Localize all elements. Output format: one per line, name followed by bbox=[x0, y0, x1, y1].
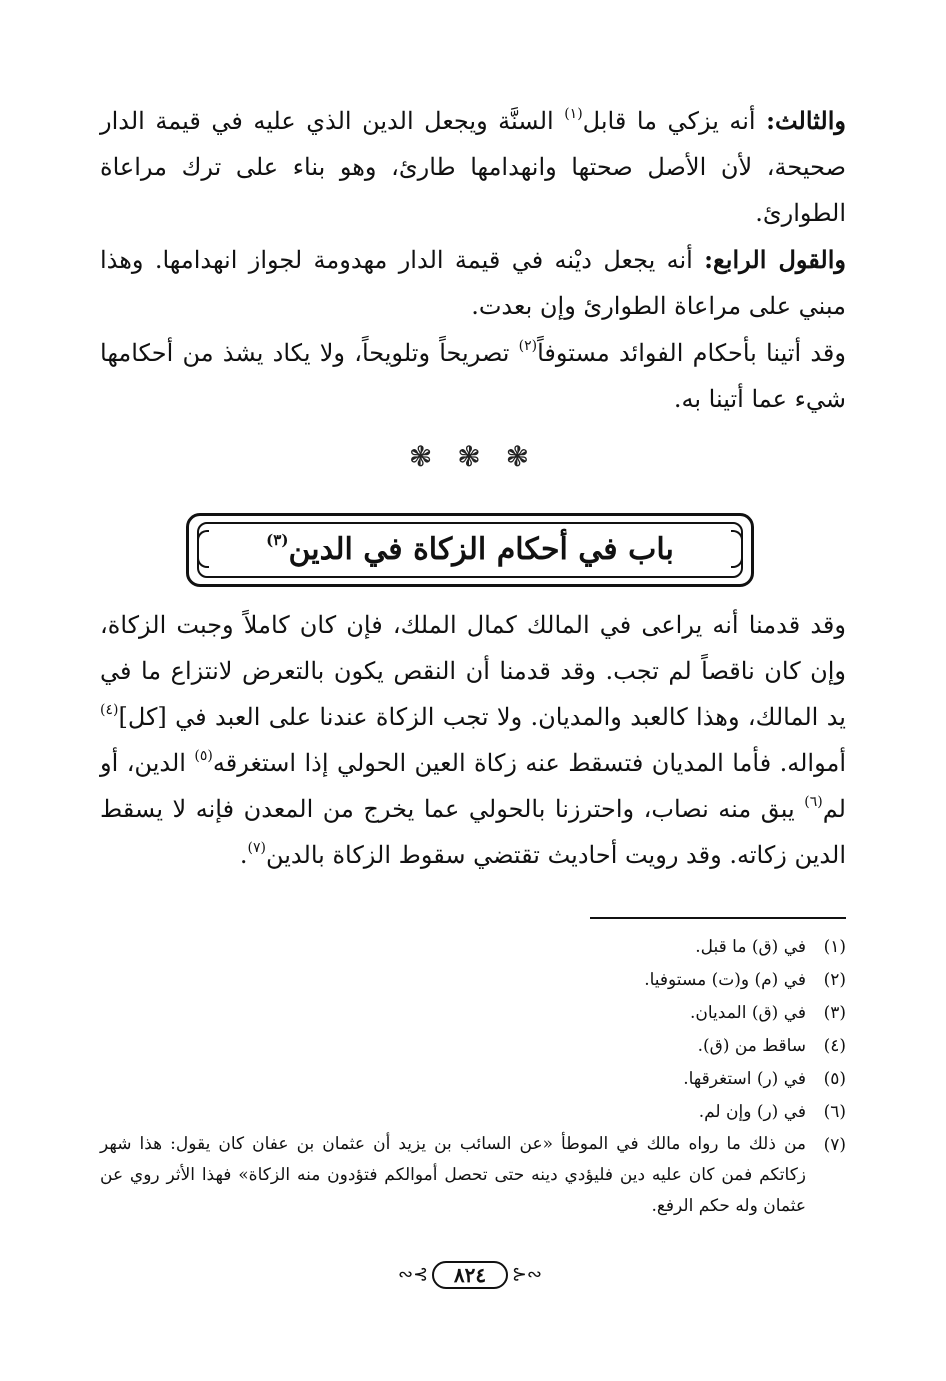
paragraph-fourth-opinion bbox=[100, 237, 846, 329]
footnote-text: في (ر) استغرقها. bbox=[683, 1069, 806, 1089]
paragraph-text: أنه يزكي ما قابل bbox=[582, 107, 767, 135]
footnote-item bbox=[100, 1129, 846, 1222]
footnote-ref-3[interactable]: (٣) bbox=[266, 531, 289, 549]
footnote-ref-6[interactable]: (٦) bbox=[804, 794, 823, 810]
footnote-number: (٤) bbox=[823, 1036, 846, 1056]
paragraph-text: . bbox=[239, 841, 248, 869]
footnote-number: (٣) bbox=[823, 1003, 846, 1023]
footnote-text: في (ق) ما قبل. bbox=[695, 937, 806, 957]
footnote-number: (٢) bbox=[823, 970, 846, 990]
footnote-item bbox=[100, 997, 846, 1030]
scroll-ornament-icon: ∾⊰ bbox=[398, 1264, 429, 1285]
footnote-text: من ذلك ما رواه مالك في الموطأ «عن السائب بن يزيد أن عثمان بن عفان كان يقول: هذا شهر زكاتكم فمن كان عليه دين فليؤدي دينه حتى تحصل أموالكم فتؤدون منه الزكاة» فهذا الأثر روي عن عثمان وله حكم الرفع. bbox=[100, 1134, 806, 1216]
footnote-text: في (ر) وإن لم. bbox=[698, 1102, 806, 1122]
footnotes-list bbox=[100, 931, 846, 1222]
paragraph-text: يبق منه نصاب، واحترزنا بالحولي عما يخرج من المعدن فإنه لا يسقط الدين زكاته. وقد رويت أحاديث تقتضي سقوط الزكاة بالدين bbox=[100, 795, 846, 869]
footnote-number: (٦) bbox=[823, 1102, 846, 1122]
paragraph-text: أنه يجعل ديْنه في قيمة الدار مهدومة لجواز انهدامها. وهذا مبني على مراعاة الطوارئ وإن بعدت. bbox=[100, 246, 846, 320]
paragraph-text: تصريحاً وتلويحاً، ولا يكاد يشذ من أحكامها شيء عما أتينا به. bbox=[100, 339, 846, 413]
scroll-ornament-icon: ⊱∾ bbox=[511, 1264, 542, 1285]
paragraph-text: الدين، أو لم bbox=[100, 749, 846, 823]
footnote-item bbox=[100, 1063, 846, 1096]
page-number-ornament bbox=[398, 1260, 542, 1292]
paragraph-conclusion bbox=[100, 330, 846, 422]
footnote-text: في (ق) المديان. bbox=[689, 1003, 806, 1023]
paragraph-text: وقد قدمنا أنه يراعى في المالك كمال الملك، فإن كان كاملاً وجبت الزكاة، وإن كان ناقصاً لم تجب. وقد قدمنا أن النقص يكون بالتعرض لانتزاع ما في يد المالك، وهذا كالعبد والمديان. ولا تجب الزكاة عندنا على العبد في [كل] bbox=[100, 611, 846, 731]
footnote-ref-7[interactable]: (٧) bbox=[247, 840, 266, 856]
chapter-title-frame bbox=[186, 513, 754, 587]
footnote-number: (٧) bbox=[823, 1135, 846, 1155]
paragraph-text: وقد أتينا بأحكام الفوائد مستوفاً bbox=[537, 339, 846, 367]
footnote-ref-4[interactable]: (٤) bbox=[100, 702, 119, 718]
footnote-text: ساقط من (ق). bbox=[697, 1036, 806, 1056]
paragraph-third-opinion bbox=[100, 98, 846, 236]
section-separator-ornament: ❃ ❃ ❃ bbox=[408, 440, 538, 473]
footnote-number: (٥) bbox=[823, 1069, 846, 1089]
footnote-item bbox=[100, 964, 846, 997]
paragraph-lead: والقول الرابع: bbox=[704, 245, 846, 274]
page-number: ٨٢٤ bbox=[432, 1261, 508, 1289]
paragraph-text: السنَّة ويجعل الدين الذي عليه في قيمة الدار صحيحة، لأن الأصل صحتها وانهدامها طارئ، وهو بناء على ترك مراعاة الطوارئ. bbox=[100, 107, 846, 227]
footnote-text: في (م) و(ت) مستوفيا. bbox=[644, 970, 806, 990]
chapter-title-text: باب في أحكام الزكاة في الدين bbox=[288, 532, 674, 567]
footnote-number: (١) bbox=[823, 937, 846, 957]
paragraph-lead: والثالث: bbox=[766, 106, 846, 135]
footnote-item bbox=[100, 1096, 846, 1129]
footnote-divider bbox=[590, 917, 846, 919]
footnote-item bbox=[100, 1030, 846, 1063]
paragraph-text: أمواله. فأما المديان فتسقط عنه زكاة العين الحولي إذا استغرقه bbox=[212, 749, 847, 777]
footnote-ref-5[interactable]: (٥) bbox=[194, 748, 213, 764]
chapter-title bbox=[189, 530, 751, 570]
paragraph-chapter-body bbox=[100, 602, 846, 878]
footnote-item bbox=[100, 931, 846, 964]
footnote-ref-1[interactable]: (١) bbox=[564, 106, 583, 122]
footnote-ref-2[interactable]: (٢) bbox=[518, 338, 538, 354]
